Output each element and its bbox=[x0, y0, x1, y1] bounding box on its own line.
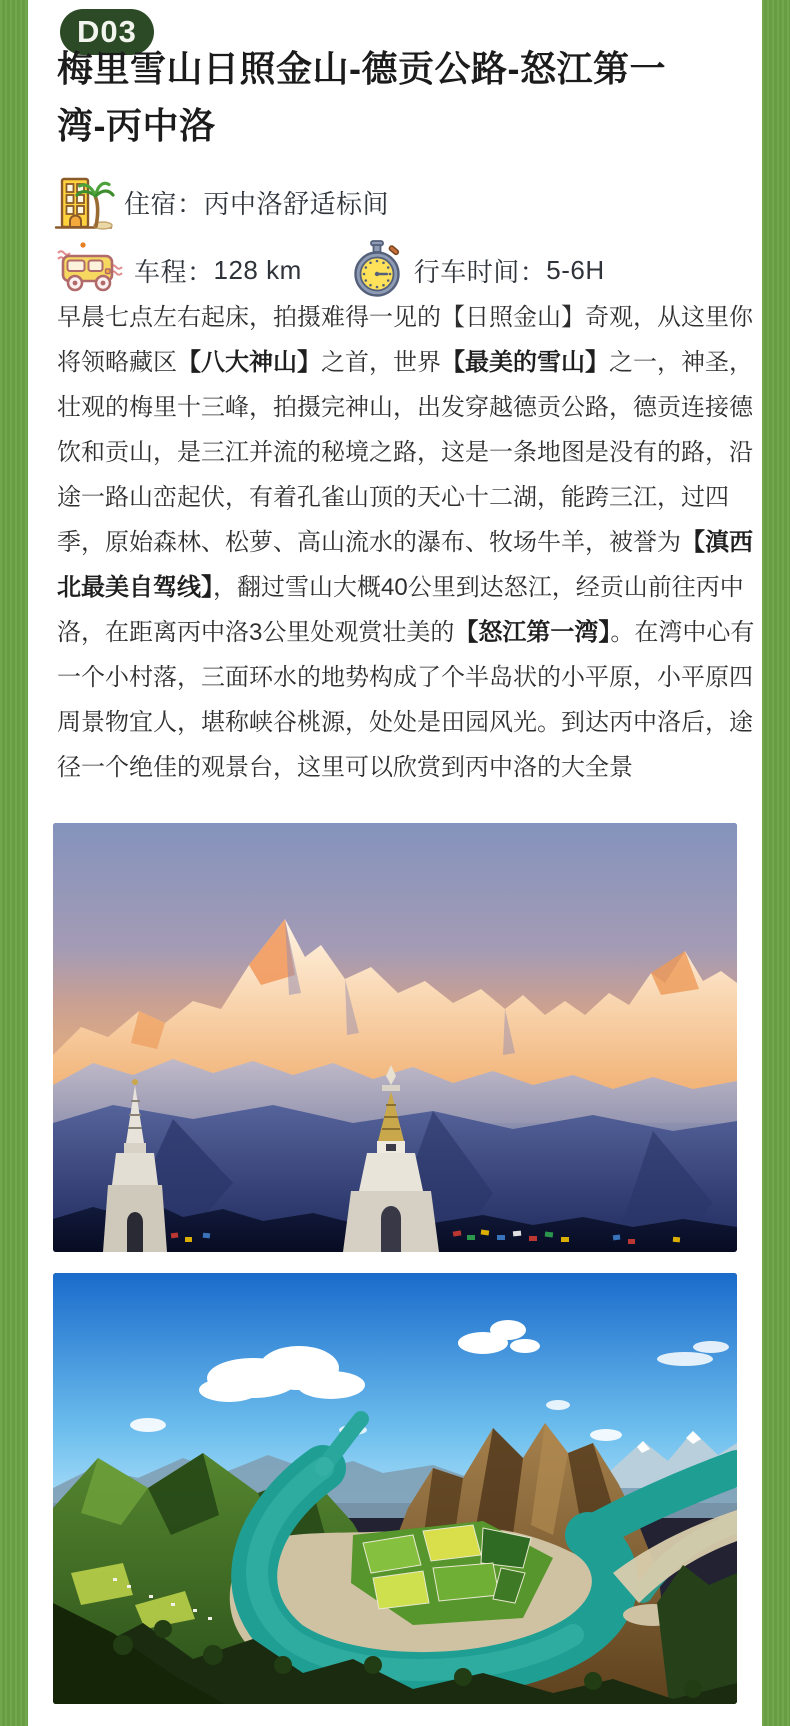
lodging-label: 住宿： bbox=[124, 188, 204, 219]
duration-label: 行车时间： bbox=[413, 256, 547, 287]
right-green-frame bbox=[762, 0, 790, 1726]
duration-value: 5-6H bbox=[546, 254, 605, 285]
left-green-frame bbox=[0, 0, 28, 1726]
drive-row bbox=[52, 238, 605, 302]
day-description: 早晨七点左右起床，拍摄难得一见的【日照金山】奇观，从这里你将领略藏区【八大神山】之首，世界【最美的雪山】之一，神圣，壮观的梅里十三峰，拍摄完神山，出发穿越德贡公路，德贡连接德饮和贡山，是三江并流的秘境之路，这是一条地图是没有的路，沿途一路山峦起伏，有着孔雀山顶的天心十二湖，能跨三江，过四季，原始森林、松萝、高山流水的瀑布、牧场牛羊，被誉为【滇西北最美自驾线】，翻过雪山大概40公里到达怒江，经贡山前往丙中洛，在距离丙中洛3公里处观赏壮美的【怒江第一湾】。在湾中心有一个小村落，三面环水的地势构成了个半岛状的小平原，小平原四周景物宜人，堪称峡谷桃源，处处是田园风光。到达丙中洛后，途径一个绝佳的观景台，这里可以欣赏到丙中洛的大全景 bbox=[57, 304, 755, 781]
distance-label: 车程： bbox=[134, 256, 214, 287]
stopwatch-icon bbox=[348, 239, 406, 301]
hotel-palm-icon bbox=[52, 172, 116, 232]
page-title: 梅里雪山日照金山-德贡公路-怒江第一湾-丙中洛 bbox=[57, 48, 666, 146]
day-badge: D03 bbox=[60, 9, 154, 55]
content-card bbox=[28, 0, 762, 1726]
nujiang-first-bend-photo bbox=[53, 1273, 737, 1704]
lodging-value: 丙中洛舒适标间 bbox=[203, 188, 390, 219]
distance-value: 128 km bbox=[213, 254, 302, 285]
car-icon bbox=[52, 238, 126, 302]
lodging-row bbox=[52, 172, 389, 232]
meili-snow-mountain-sunrise-photo bbox=[53, 823, 737, 1252]
